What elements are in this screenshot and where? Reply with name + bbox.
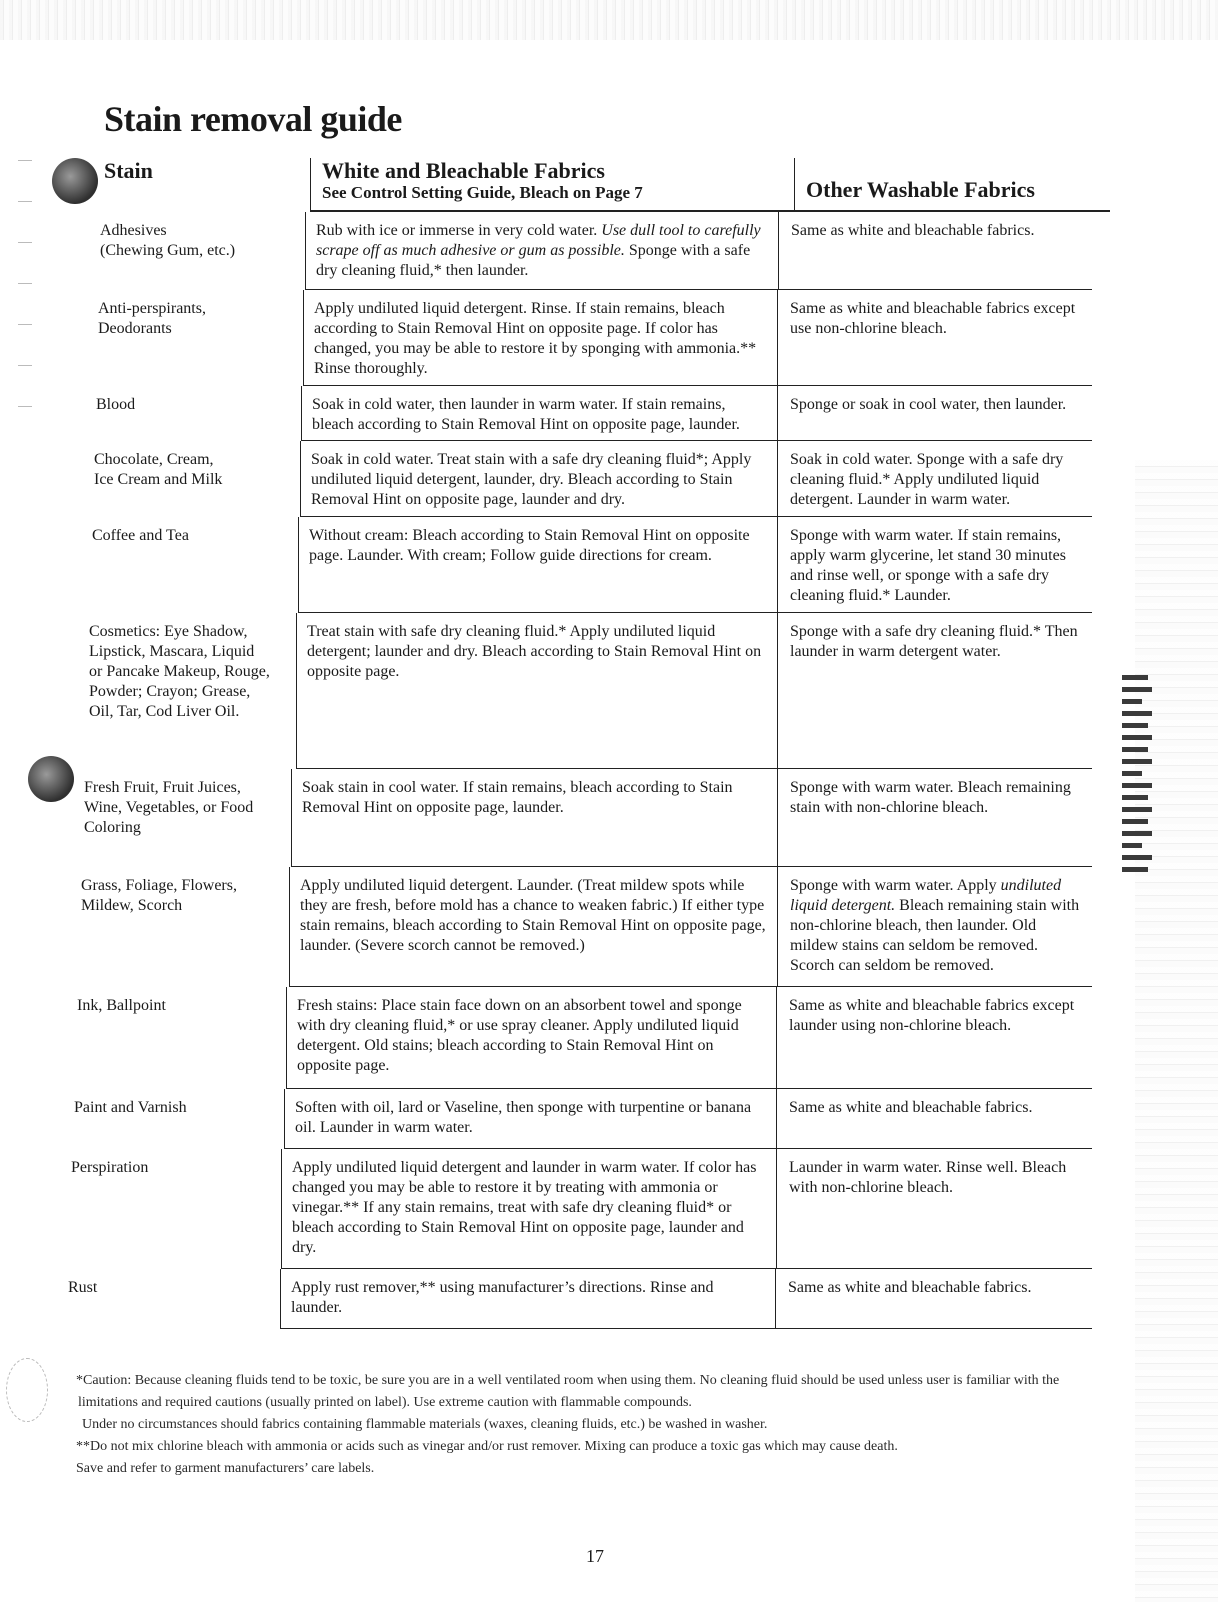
stain-name-line: Grass, Foliage, Flowers, xyxy=(81,877,237,894)
text-run: Use dull tool to carefully scrape off as much adhesive or gum as possible. xyxy=(316,222,761,259)
stain-name-line: Powder; Crayon; Grease, xyxy=(89,683,251,700)
table-row xyxy=(0,386,1092,441)
footnotes xyxy=(78,1370,1098,1480)
stain-name-line: Wine, Vegetables, or Food xyxy=(84,799,254,816)
stain-cell xyxy=(94,441,300,517)
table-row xyxy=(0,613,1092,769)
table-row xyxy=(0,212,1092,290)
stain-name-line: Oil, Tar, Cod Liver Oil. xyxy=(89,703,240,720)
text-run: Treat stain with safe dry cleaning fluid.* Apply undiluted liquid detergent; launder and dry. Bleach according to Stain Removal Hint on opposite page. xyxy=(307,623,762,680)
other-fabrics-cell xyxy=(775,1269,1092,1329)
stain-name-line: Paint and Varnish xyxy=(74,1099,187,1116)
other-fabrics-cell xyxy=(777,441,1092,517)
text-run: Apply undiluted liquid detergent. Launder. (Treat mildew spots while they are fresh, before mold has a chance to weaken fabric.) If either type stain remains, bleach according to Stain Removal Hint on opposite page, launder. (Severe scorch cannot be removed.) xyxy=(300,877,766,954)
white-fabrics-cell xyxy=(286,987,776,1089)
text-run: Launder in warm water. Rinse well. Bleach with non-chlorine bleach. xyxy=(789,1159,1067,1196)
table-row xyxy=(0,1269,1092,1329)
stain-cell xyxy=(98,290,303,386)
page-title: Stain removal guide xyxy=(104,99,402,139)
stain-name-line: Chocolate, Cream, xyxy=(94,451,214,468)
row-divider xyxy=(280,1328,1092,1330)
stain-name-line: or Pancake Makeup, Rouge, xyxy=(89,663,270,680)
text-run: Fresh stains: Place stain face down on an absorbent towel and sponge with dry cleaning fluid,* or use spray cleaner. Apply undiluted liquid detergent. Old stains; bleach according to Stain Removal Hint on opposite page. xyxy=(297,997,742,1074)
white-fabrics-cell xyxy=(298,517,777,613)
text-run: Bleach remaining stain with non-chlorine bleach, then launder. Old mildew stains can seldom be removed. Scorch can seldom be removed. xyxy=(790,897,1080,974)
other-fabrics-cell xyxy=(777,386,1092,441)
scan-top-edge xyxy=(0,0,1218,40)
other-fabrics-cell xyxy=(776,1149,1092,1269)
text-run: Soak in cold water. Sponge with a safe dry cleaning fluid.* Apply undiluted liquid detergent. Launder in warm water. xyxy=(790,451,1064,508)
stain-name-line: Blood xyxy=(96,396,136,413)
white-fabrics-cell xyxy=(301,386,777,441)
text-run: Same as white and bleachable fabrics except use non-chlorine bleach. xyxy=(790,300,1076,337)
white-fabrics-cell xyxy=(280,1269,775,1329)
header-divider xyxy=(794,158,795,212)
header-other-fabrics: Other Washable Fabrics xyxy=(806,177,1035,202)
text-run: Soak in cold water. Treat stain with a safe dry cleaning fluid*; Apply undiluted liquid detergent, launder, dry. Bleach according to Stain Removal Hint on opposite page, launder and dry. xyxy=(311,451,752,508)
stain-name-line: Rust xyxy=(68,1279,98,1296)
text-run: Same as white and bleachable fabrics except launder using non-chlorine bleach. xyxy=(789,997,1075,1034)
section-tab-marks xyxy=(1122,675,1162,905)
other-fabrics-cell xyxy=(777,290,1092,386)
text-run: Soak in cold water, then launder in warm water. If stain remains, bleach according to Stain Removal Hint on opposite page, launder. xyxy=(312,396,740,433)
text-run: Without cream: Bleach according to Stain Removal Hint on opposite page. Launder. With cream; Follow guide directions for cream. xyxy=(309,527,750,564)
other-fabrics-cell xyxy=(777,517,1092,613)
table-row xyxy=(0,987,1092,1089)
bullet-dot xyxy=(52,158,98,204)
table-row xyxy=(0,517,1092,613)
text-run: Apply undiluted liquid detergent and launder in warm water. If color has changed you may be able to restore it by treating with ammonia or vinegar.** If any stain remains, treat with safe dry cleaning fluid* or bleach according to Stain Removal Hint on opposite page, launder and dry. xyxy=(292,1159,757,1256)
white-fabrics-cell xyxy=(305,212,778,290)
footnote-chlorine: **Do not mix chlorine bleach with ammonia or acids such as vinegar and/or rust remover. Mixing can produce a toxic gas which may cause death. xyxy=(76,1439,898,1454)
stain-name-line: Ink, Ballpoint xyxy=(77,997,166,1014)
text-run: Rub with ice or immerse in very cold water. xyxy=(316,222,602,239)
other-fabrics-cell xyxy=(777,867,1092,987)
white-fabrics-cell xyxy=(296,613,777,769)
stain-name-line: Deodorants xyxy=(98,320,172,337)
stain-cell xyxy=(92,517,298,613)
text-run: Same as white and bleachable fabrics. xyxy=(788,1279,1032,1296)
stain-name-line: Ice Cream and Milk xyxy=(94,471,223,488)
stain-cell xyxy=(68,1269,280,1329)
footnote-flammable: Under no circumstances should fabrics containing flammable materials (waxes, cleaning fluids, etc.) be washed in washer. xyxy=(82,1417,768,1432)
stain-cell xyxy=(84,769,291,867)
stain-cell xyxy=(96,386,301,441)
text-run: Apply undiluted liquid detergent. Rinse. If stain remains, bleach according to Stain Removal Hint on opposite page. If color has changed, you may be able to restore it by sponging with ammonia.** Rinse thoroughly. xyxy=(314,300,757,377)
stain-cell xyxy=(89,613,296,769)
text-run: Sponge with a safe dry cleaning fluid,* then launder. xyxy=(316,242,751,279)
text-run: Soak stain in cool water. If stain remains, bleach according to Stain Removal Hint on opposite page, launder. xyxy=(302,779,733,816)
scan-right-edge xyxy=(1135,460,1218,1602)
stain-cell xyxy=(77,987,286,1089)
white-fabrics-cell xyxy=(281,1149,776,1269)
white-fabrics-cell xyxy=(289,867,777,987)
hole-punch-mark xyxy=(6,1358,48,1422)
stain-name-line: Adhesives xyxy=(100,222,167,239)
white-fabrics-cell xyxy=(291,769,777,867)
table-row xyxy=(0,867,1092,987)
stain-name-line: Anti-perspirants, xyxy=(98,300,206,317)
stain-cell xyxy=(74,1089,284,1149)
stain-cell xyxy=(71,1149,281,1269)
table-row xyxy=(0,1089,1092,1149)
table-row xyxy=(0,290,1092,386)
page-number: 17 xyxy=(586,1546,604,1566)
stain-name-line: Coloring xyxy=(84,819,141,836)
text-run: Same as white and bleachable fabrics. xyxy=(791,222,1035,239)
other-fabrics-cell xyxy=(778,212,1092,290)
header-divider xyxy=(310,158,311,212)
other-fabrics-cell xyxy=(777,769,1092,867)
other-fabrics-cell xyxy=(776,987,1092,1089)
text-run: Sponge with warm water. Bleach remaining stain with non-chlorine bleach. xyxy=(790,779,1071,816)
table-row xyxy=(0,1149,1092,1269)
other-fabrics-cell xyxy=(776,1089,1092,1149)
stain-name-line: Mildew, Scorch xyxy=(81,897,183,914)
white-fabrics-cell xyxy=(284,1089,776,1149)
header-white-fabrics: White and Bleachable Fabrics xyxy=(322,158,605,183)
table-row xyxy=(0,769,1092,867)
stain-cell xyxy=(100,212,305,290)
stain-cell xyxy=(81,867,289,987)
stain-name-line: Perspiration xyxy=(71,1159,149,1176)
text-run: undiluted liquid detergent. xyxy=(790,877,1062,914)
text-run: Apply rust remover,** using manufacturer’s directions. Rinse and launder. xyxy=(291,1279,714,1316)
stain-name-line: Coffee and Tea xyxy=(92,527,189,544)
white-fabrics-cell xyxy=(300,441,777,517)
stain-name-line: Fresh Fruit, Fruit Juices, xyxy=(84,779,241,796)
footnote-caution: *Caution: Because cleaning fluids tend to be toxic, be sure you are in a well ventilated room when using them. No cleaning fluid should be used unless user is familiar with the limitations and required cautions (usually printed on label). Use extreme caution with flammable compounds. xyxy=(76,1373,1060,1410)
text-run: Sponge with warm water. Apply xyxy=(790,877,1001,894)
text-run: Same as white and bleachable fabrics. xyxy=(789,1099,1033,1116)
stain-name-line: Cosmetics: Eye Shadow, xyxy=(89,623,248,640)
text-run: Sponge with warm water. If stain remains, apply warm glycerine, let stand 30 minutes and rinse well, or sponge with a safe dry cleaning fluid.* Launder. xyxy=(790,527,1066,604)
stain-name-line: (Chewing Gum, etc.) xyxy=(100,242,236,259)
header-white-fabrics-subtitle: See Control Setting Guide, Bleach on Page 7 xyxy=(322,183,643,202)
text-run: Sponge with a safe dry cleaning fluid.* Then launder in warm detergent water. xyxy=(790,623,1078,660)
text-run: Sponge or soak in cool water, then launder. xyxy=(790,396,1067,413)
stain-name-line: Lipstick, Mascara, Liquid xyxy=(89,643,255,660)
table-row xyxy=(0,441,1092,517)
text-run: Soften with oil, lard or Vaseline, then sponge with turpentine or banana oil. Launder in warm water. xyxy=(295,1099,752,1136)
other-fabrics-cell xyxy=(777,613,1092,769)
header-stain: Stain xyxy=(104,158,153,183)
white-fabrics-cell xyxy=(303,290,777,386)
footnote-care-labels: Save and refer to garment manufacturers’ care labels. xyxy=(76,1461,375,1476)
